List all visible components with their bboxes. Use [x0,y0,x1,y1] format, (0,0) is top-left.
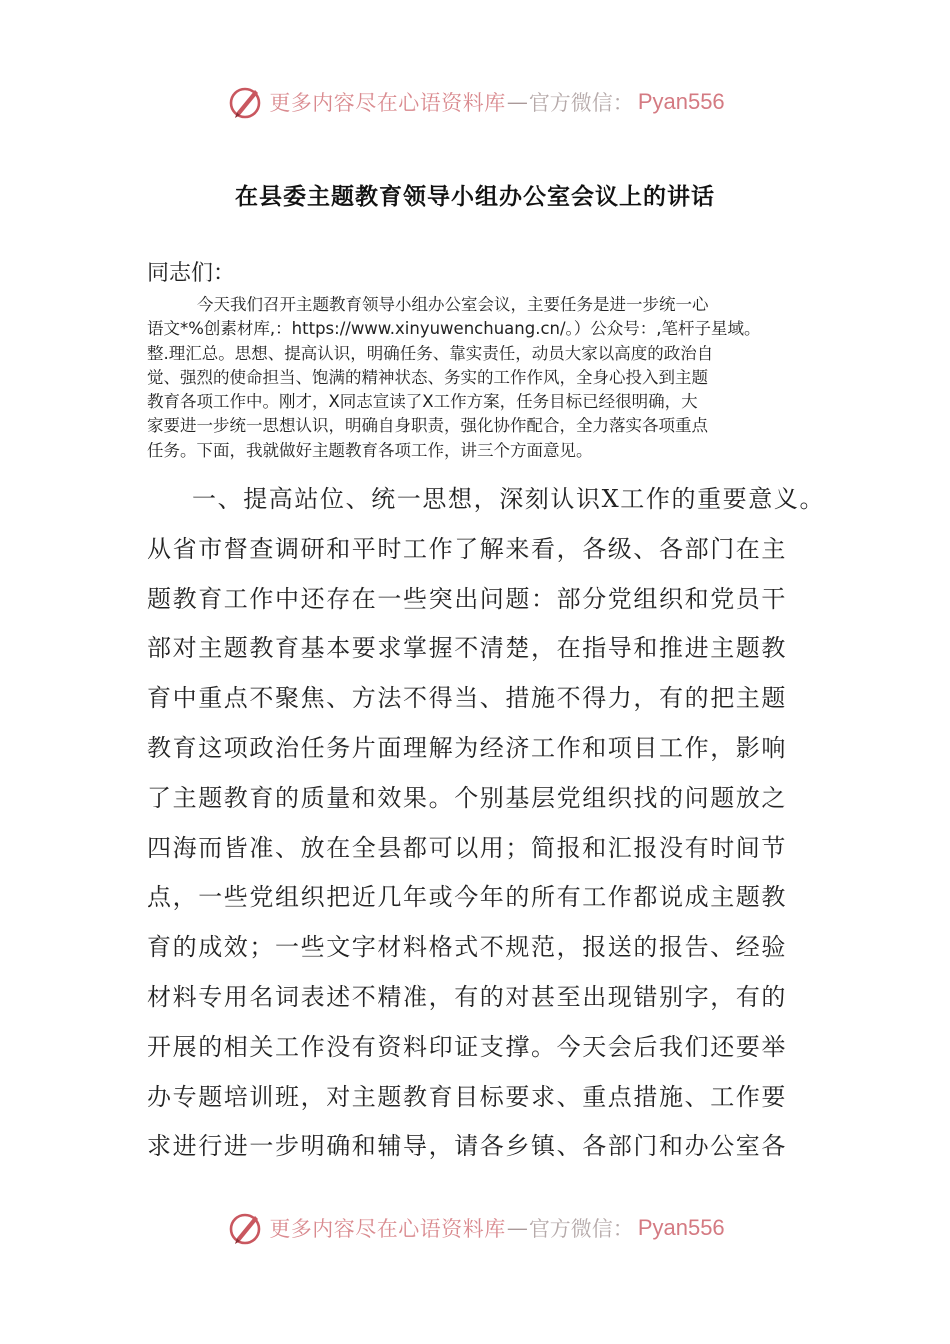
intro-line: 任务。下面，我就做好主题教育各项工作，讲三个方面意见。 [147,440,593,460]
intro-paragraph [147,293,807,463]
banner-main-text: 更多内容尽在心语资料库 [269,91,506,115]
body-line: 题教育工作中还存在一些突出问题：部分党组织和党员干 [147,584,787,613]
body-line: 开展的相关工作没有资料印证支撑。今天会后我们还要举 [147,1032,787,1061]
body-line: 求进行进一步明确和辅导，请各乡镇、各部门和办公室各 [147,1132,787,1161]
section-one-body [147,475,847,1172]
section-heading-line: 一、提高站位、统一思想，深刻认识X工作的重要意义。 [192,485,826,513]
banner-wechat-id: Pyan556 [637,1215,725,1240]
header-banner [0,80,950,124]
body-line: 育的成效；一些文字材料格式不规范，报送的报告、经验 [147,933,787,962]
intro-line: 整.理汇总。思想、提高认识，明确任务、靠实责任，动员大家以高度的政治自 [147,343,714,363]
body-line: 教育这项政治任务片面理解为经济工作和项目工作，影响 [147,733,787,762]
banner-wechat-label: 官方微信： [528,91,634,115]
salutation: 同志们： [147,261,236,286]
intro-line: 家要进一步统一思想认识，明确自身职责，强化协作配合，全力落实各项重点 [147,416,708,436]
intro-line: 觉、强烈的使命担当、饱满的精神状态、务实的工作作风，全身心投入到主题 [147,367,708,387]
body-line: 四海而皆准、放在全县都可以用；简报和汇报没有时间节 [147,833,787,862]
body-line: 办专题培训班，对主题教育目标要求、重点措施、工作要 [147,1082,787,1111]
document-title: 在县委主题教育领导小组办公室会议上的讲话 [235,184,715,210]
banner-main-text: 更多内容尽在心语资料库 [269,1217,506,1241]
intro-line: 今天我们召开主题教育领导小组办公室会议，主要任务是进一步统一心 [197,295,709,314]
body-line: 从省市督查调研和平时工作了解来看，各级、各部门在主 [147,534,787,563]
body-line: 点，一些党组织把近几年或今年的所有工作都说成主题教 [147,883,787,912]
intro-line: 语文*%创素材库,：https://www.xinyuwenchuang.cn/。）公众号：,笔杆子星域。 [147,319,761,339]
banner-wechat-id: Pyan556 [637,89,725,114]
banner-wechat-label: 官方微信： [528,1217,634,1241]
body-line: 部对主题教育基本要求掌握不清楚，在指导和推进主题教 [147,634,787,663]
pen-logo-icon [225,82,265,122]
banner-separator: — [506,90,528,114]
body-line: 育中重点不聚焦、方法不得当、措施不得力，有的把主题 [147,684,787,713]
body-line: 了主题教育的质量和效果。个别基层党组织找的问题放之 [147,783,787,812]
footer-banner [0,1206,950,1250]
body-line: 材料专用名词表述不精准，有的对甚至出现错别字，有的 [147,982,787,1011]
banner-separator: — [506,1216,528,1240]
intro-line: 教育各项工作中。刚才，X同志宣读了X工作方案，任务目标已经很明确，大 [147,392,698,412]
pen-logo-icon [225,1208,265,1248]
